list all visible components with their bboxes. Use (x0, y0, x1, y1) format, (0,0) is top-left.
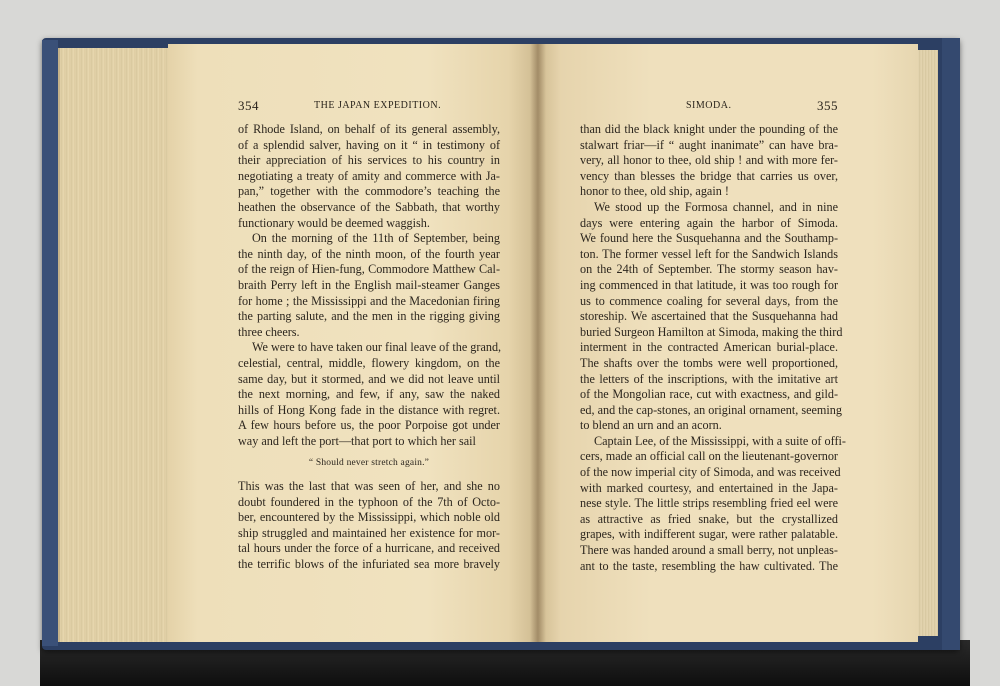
left-page-number: 354 (238, 98, 259, 113)
book-gutter (530, 44, 546, 642)
text-line: the next morning, and few, if any, saw the naked (238, 387, 500, 402)
text-line: We were to have taken our final leave of the grand, (252, 340, 502, 355)
text-line: the letters of the inscriptions, with the imitative art (580, 371, 838, 386)
text-line: nese style. The little strips resembling fried eel were (580, 496, 838, 511)
text-line: of the now imperial city of Simoda, and was received (580, 465, 841, 480)
text-line: grapes, with indifferent sugar, were rather palatable. (580, 527, 838, 542)
text-line: interment in the contracted American burial-place. (580, 340, 838, 355)
text-line: There was handed around a small berry, not unpleas- (580, 543, 838, 558)
text-line: tal hours under the force of a hurricane, and received (238, 541, 500, 556)
right-page-stack (918, 50, 938, 636)
left-page-header (238, 100, 500, 116)
text-line: buried Surgeon Hamilton at Simoda, making the third (580, 324, 843, 339)
text-line: their appreciation of his services to his country in (238, 153, 500, 168)
text-line: stalwart friar—if “ aught inanimate” can have bra- (580, 137, 838, 152)
text-line: pan,” together with the commodore’s teaching the (238, 184, 500, 199)
text-line: A few hours before us, the poor Porpoise got under (238, 418, 500, 433)
text-line: hills of Hong Kong fade in the distance with regret. (238, 402, 500, 417)
text-line: functionary would be deemed waggish. (238, 215, 430, 230)
text-line: celestial, central, middle, flowery kingdom, on the (238, 355, 500, 370)
text-line: of the reign of Hien-fung, Commodore Matthew Cal- (238, 262, 500, 277)
right-page-text (580, 122, 846, 574)
text-line: to blend an urn and an acorn. (580, 418, 722, 433)
text-line: heathen the observance of the Sabbath, that worthy (238, 199, 500, 214)
text-line: This was the last that was seen of her, and she no (238, 479, 500, 494)
text-line: three cheers. (238, 324, 300, 339)
text-line: the ninth day, of the ninth moon, of the fourth year (238, 246, 500, 261)
text-line: ber, encountered by the Mississippi, which noble old (238, 510, 500, 525)
text-line: the parting salute, and the men in the rigging giving (238, 309, 500, 324)
text-line: honor to thee, old ship, again ! (580, 184, 729, 199)
text-line: way and left the port—that port to which her sail (238, 433, 476, 448)
text-line: as attractive as fried snake, but the crystallized (580, 511, 838, 526)
text-line: We stood up the Formosa channel, and in nine (594, 199, 838, 214)
text-line: storeship. We ascertained that the Susquehanna had (580, 309, 838, 324)
text-line: very, all honor to thee, old ship ! and with more fer- (580, 153, 838, 168)
text-line: ing commenced in that latitude, it was too rough for (580, 277, 838, 292)
text-line: on the 24th of September. The stormy season hav- (580, 262, 838, 277)
text-line: doubt foundered in the typhoon of the 7th of Octo- (238, 494, 500, 509)
text-line: On the morning of the 11th of September, being (252, 231, 500, 246)
text-line: with marked courtesy, and entertained in the Japa- (580, 480, 838, 495)
left-page-stack (58, 48, 170, 642)
text-line: The shafts over the tombs were well proportioned, (580, 355, 838, 370)
right-page-number: 355 (817, 98, 838, 113)
text-line: for home ; the Mississippi and the Macedonian firing (238, 293, 500, 308)
text-line: days were entering again the harbor of Simoda. (580, 215, 838, 230)
text-line: Captain Lee, of the Mississippi, with a suite of offi- (594, 433, 846, 448)
text-line: cers, made an official call on the lieutenant-governor (580, 449, 838, 464)
right-running-head: SIMODA. (686, 100, 732, 111)
verse-quote: “ Should never stretch again.” (308, 458, 430, 469)
left-running-head: THE JAPAN EXPEDITION. (314, 100, 442, 111)
text-line: We found here the Susquehanna and the Southamp- (580, 231, 838, 246)
text-line: ton. The former vessel left for the Sandwich Islands (580, 246, 838, 261)
text-line: the terrific blows of the infuriated sea more bravely (238, 557, 500, 572)
text-line: vency than blesses the bridge that carries us over, (580, 168, 838, 183)
text-line: of a splendid salver, having on it “ in testimony of (238, 137, 500, 152)
text-line: ed, and the cap-stones, an original ornament, seeming (580, 402, 842, 417)
text-line: same day, but it stormed, and we did not leave until (238, 371, 500, 386)
cover-left-edge (42, 40, 58, 646)
cover-right-edge (942, 38, 960, 650)
text-line: negotiating a treaty of amity and commerce with Ja- (238, 168, 500, 183)
text-line: of the Mongolian race, cut with exactness, and gild- (580, 387, 838, 402)
text-line: us to commence coaling for several days, from the (580, 293, 838, 308)
left-page-text (238, 122, 500, 573)
text-line: than did the black knight under the pounding of the (580, 122, 838, 136)
right-page-header (580, 100, 838, 116)
text-line: ant to the taste, resembling the haw cultivated. The (580, 558, 838, 573)
text-line: of Rhode Island, on behalf of its general assembly, (238, 122, 500, 136)
text-line: ship struggled and maintained her existence for mor- (238, 525, 500, 540)
text-line: braith Perry left in the English mail-steamer Ganges (238, 277, 500, 292)
